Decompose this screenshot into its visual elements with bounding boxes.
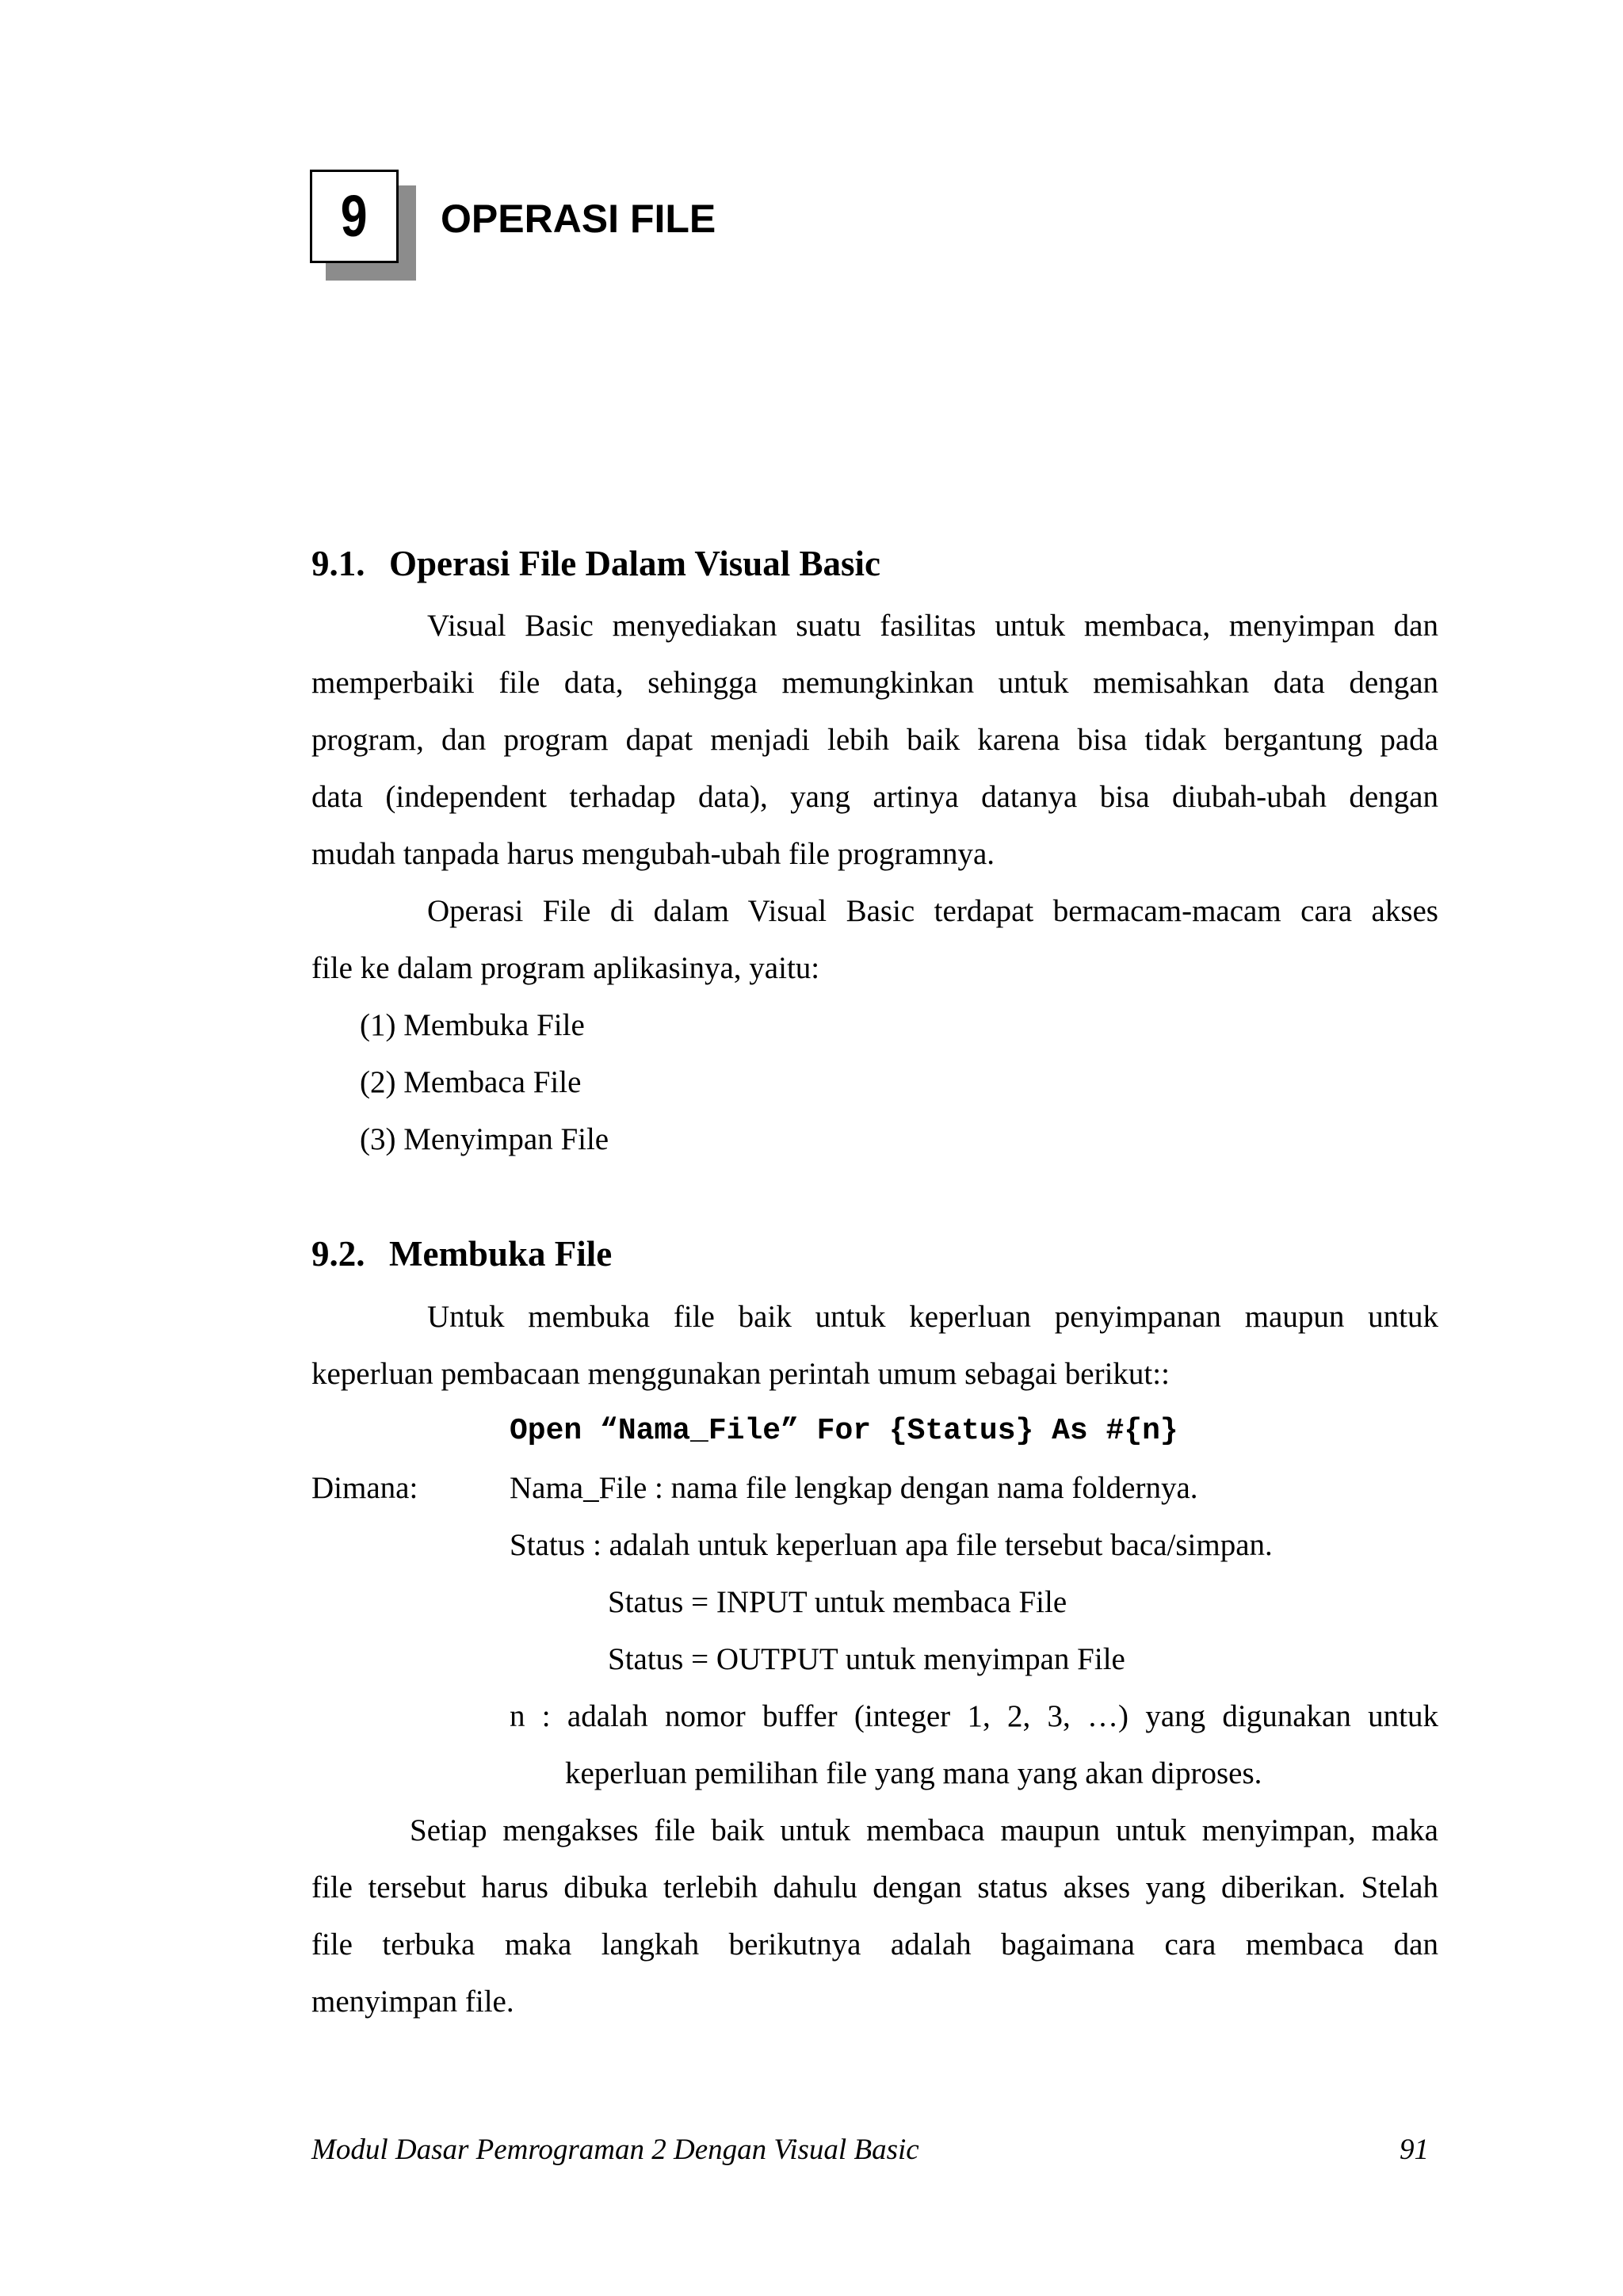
list-item: (3) Menyimpan File [360, 1122, 609, 1156]
chapter-number-box [310, 170, 399, 263]
paragraph-access-methods [311, 883, 1438, 997]
text-line: file ke dalam program aplikasinya, yaitu: [311, 951, 820, 985]
page-number: 91 [1400, 2134, 1429, 2166]
text-line: mudah tanpada harus mengubah-ubah file programnya. [311, 837, 995, 871]
paragraph-closing [311, 1802, 1438, 2030]
definition-status: Status : adalah untuk keperluan apa file tersebut baca/simpan. [510, 1528, 1273, 1562]
list-item: (1) Membuka File [360, 1008, 585, 1042]
definition-n: n : adalah nomor buffer (integer 1, 2, 3, …) yang digunakan untuk [510, 1699, 1438, 1733]
definition-namafile: Nama_File : nama file lengkap dengan nama foldernya. [510, 1471, 1198, 1505]
text-line: menyimpan file. [311, 1985, 514, 2019]
chapter-title: OPERASI FILE [441, 197, 716, 241]
dimana-label: Dimana: [311, 1471, 418, 1505]
text-line: Untuk membuka file baik untuk keperluan penyimpanan maupun untuk [427, 1300, 1438, 1334]
footer-title: Modul Dasar Pemrograman 2 Dengan Visual Basic [311, 2134, 919, 2166]
status-input: Status = INPUT untuk membaca File [608, 1585, 1067, 1619]
text-line: file terbuka maka langkah berikutnya adalah bagaimana cara membaca dan [311, 1927, 1438, 1962]
text-line: file tersebut harus dibuka terlebih dahulu dengan status akses yang diberikan. Stelah [311, 1870, 1438, 1904]
chapter-number: 9 [341, 183, 368, 249]
status-output: Status = OUTPUT untuk menyimpan File [608, 1642, 1125, 1676]
section-heading-9-1 [311, 540, 880, 587]
section-number: 9.2. [311, 1234, 365, 1274]
definition-n-continued: keperluan pemilihan file yang mana yang akan diproses. [565, 1756, 1262, 1790]
text-line: Operasi File di dalam Visual Basic terdapat bermacam-macam cara akses [427, 894, 1438, 928]
section-number: 9.1. [311, 544, 365, 583]
text-line: Setiap mengakses file baik untuk membaca maupun untuk menyimpan, maka [410, 1813, 1438, 1847]
code-syntax: Open “Nama_File” For {Status} As #{n} [510, 1414, 1178, 1448]
text-line: program, dan program dapat menjadi lebih baik karena bisa tidak bergantung pada [311, 723, 1438, 757]
paragraph-open-intro [311, 1289, 1438, 1403]
paragraph-intro [311, 598, 1438, 883]
text-line: memperbaiki file data, sehingga memungkinkan untuk memisahkan data dengan [311, 666, 1438, 700]
section-title: Operasi File Dalam Visual Basic [389, 544, 881, 583]
text-line: Visual Basic menyediakan suatu fasilitas untuk membaca, menyimpan dan [427, 609, 1438, 643]
section-title: Membuka File [389, 1234, 613, 1274]
section-heading-9-2 [311, 1230, 612, 1278]
text-line: data (independent terhadap data), yang artinya datanya bisa diubah-ubah dengan [311, 780, 1438, 814]
text-line: keperluan pembacaan menggunakan perintah umum sebagai berikut:: [311, 1357, 1170, 1391]
list-item: (2) Membaca File [360, 1065, 582, 1099]
